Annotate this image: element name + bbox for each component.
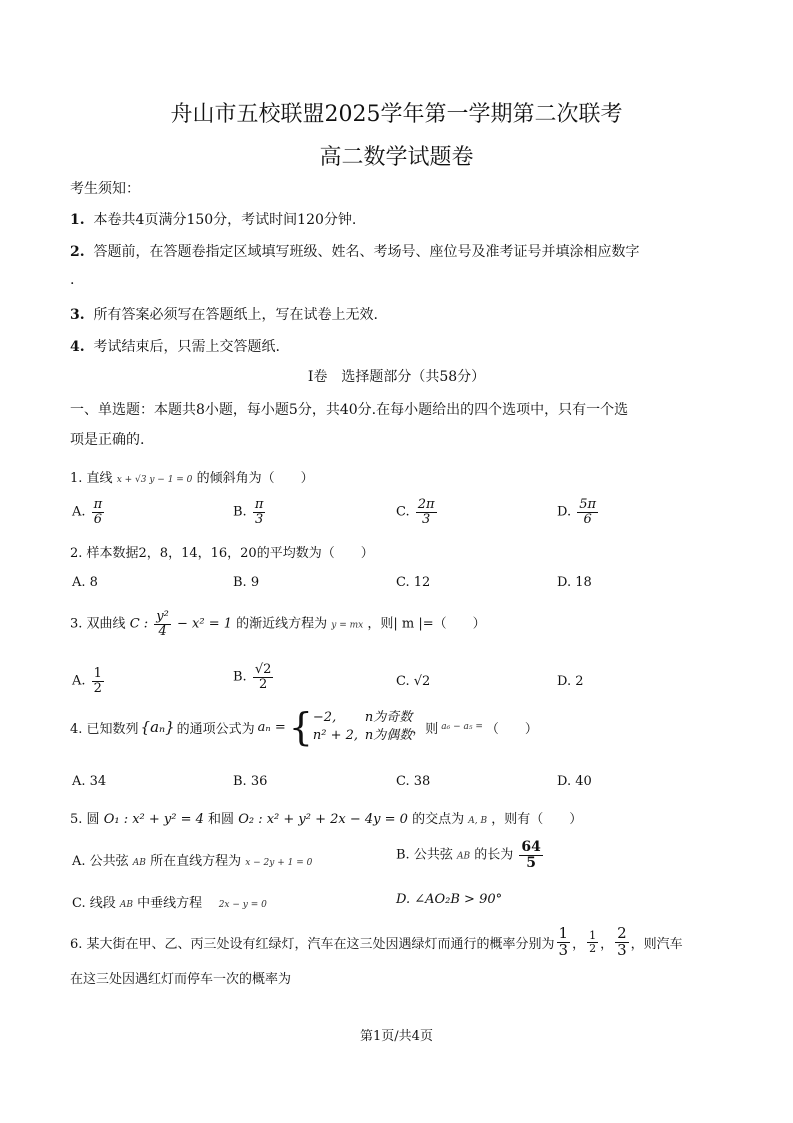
- question-5: 5. 圆 O₁ : x² + y² = 4 和圆 O₂ : x² + y² + 2x − 4y = 0 的交点为 A, B ，则有（ ）: [70, 812, 583, 827]
- page-number: 第1页/共4页: [360, 1029, 433, 1044]
- q4-option-c[interactable]: C. 38: [396, 774, 431, 789]
- exam-subtitle: 高二数学试题卷: [319, 145, 474, 170]
- q5-option-b[interactable]: B. 公共弦 AB 的长为 $\frac{64}{5}$: [396, 839, 541, 871]
- notice-dot: .: [70, 272, 75, 288]
- q2-option-b[interactable]: B. 9: [233, 575, 260, 590]
- exam-title: 舟山市五校联盟2025学年第一学期第二次联考: [170, 102, 623, 127]
- q1-option-a[interactable]: A. $\frac{\pi}{6}$: [72, 497, 103, 527]
- q4-option-a[interactable]: A. 34: [72, 774, 107, 789]
- section-title: I卷 选择题部分（共58分）: [307, 369, 486, 385]
- notice-item: 1. 本卷共4页满分150分，考试时间120分钟.: [70, 212, 357, 228]
- q5-option-d[interactable]: D. ∠AO₂B > 90°: [396, 892, 503, 907]
- question-2: 2. 样本数据2，8，14，16，20的平均数为（ ）: [70, 546, 374, 561]
- q5-option-a[interactable]: A. 公共弦 AB 所在直线方程为 x − 2y + 1 = 0: [72, 854, 313, 869]
- q3-option-b[interactable]: B. $\frac{√2}{2}$: [233, 662, 272, 692]
- question-6: 6. 某大街在甲、乙、丙三处设有红绿灯，汽车在这三处因遇绿灯而通行的概率分别为 $\frac{1}{3}$ ， $\frac{1}{2}$ ， $\frac{2}{3}$ ，则汽车: [70, 924, 683, 959]
- q1-option-c[interactable]: C. $\frac{2\pi}{3}$: [396, 497, 435, 527]
- question-4: 4. 已知数列 {aₙ} 的通项公式为 aₙ = { −2, n为奇数 n² + 2, n为偶数 ，则 a₆ − a₅ = （ ）: [70, 705, 538, 749]
- section-intro: 一、单选题：本题共8小题，每小题5分，共40分.在每小题给出的四个选项中，只有一个选: [70, 402, 629, 418]
- q2-option-d[interactable]: D. 18: [557, 575, 592, 590]
- q3-option-a[interactable]: A. $\frac{1}{2}$: [72, 666, 102, 696]
- question-1: 1. 直线 x + √3 y − 1 = 0 的倾斜角为（ ）: [70, 471, 314, 486]
- notice-item: 2. 答题前，在答题卷指定区域填写班级、姓名、考场号、座位号及准考证号并填涂相应数字: [70, 244, 640, 260]
- q2-option-a[interactable]: A. 8: [72, 575, 98, 590]
- q1-option-d[interactable]: D. $\frac{5\pi}{6}$: [557, 497, 597, 527]
- question-6-cont: 在这三处因遇红灯而停车一次的概率为: [70, 972, 292, 987]
- question-3: 3. 双曲线 C : $\frac{\text{y²}}{4}$ − x² = 1 的渐近线方程为 y = mx ，则| m |=（ ）: [70, 609, 486, 639]
- notice-item: 3. 所有答案必须写在答题纸上，写在试卷上无效.: [70, 307, 378, 323]
- q1-option-b[interactable]: B. $\frac{\pi}{3}$: [233, 497, 264, 527]
- section-intro-cont: 项是正确的.: [70, 432, 145, 448]
- q3-option-c[interactable]: C. √2: [396, 674, 431, 689]
- q3-option-d[interactable]: D. 2: [557, 674, 584, 689]
- q4-option-b[interactable]: B. 36: [233, 774, 268, 789]
- notice-heading: 考生须知：: [70, 181, 140, 197]
- q5-option-c[interactable]: C. 线段 AB 中垂线方程 2x − y = 0: [72, 896, 267, 911]
- q2-option-c[interactable]: C. 12: [396, 575, 431, 590]
- q4-option-d[interactable]: D. 40: [557, 774, 592, 789]
- notice-item: 4. 考试结束后，只需上交答题纸.: [70, 339, 280, 355]
